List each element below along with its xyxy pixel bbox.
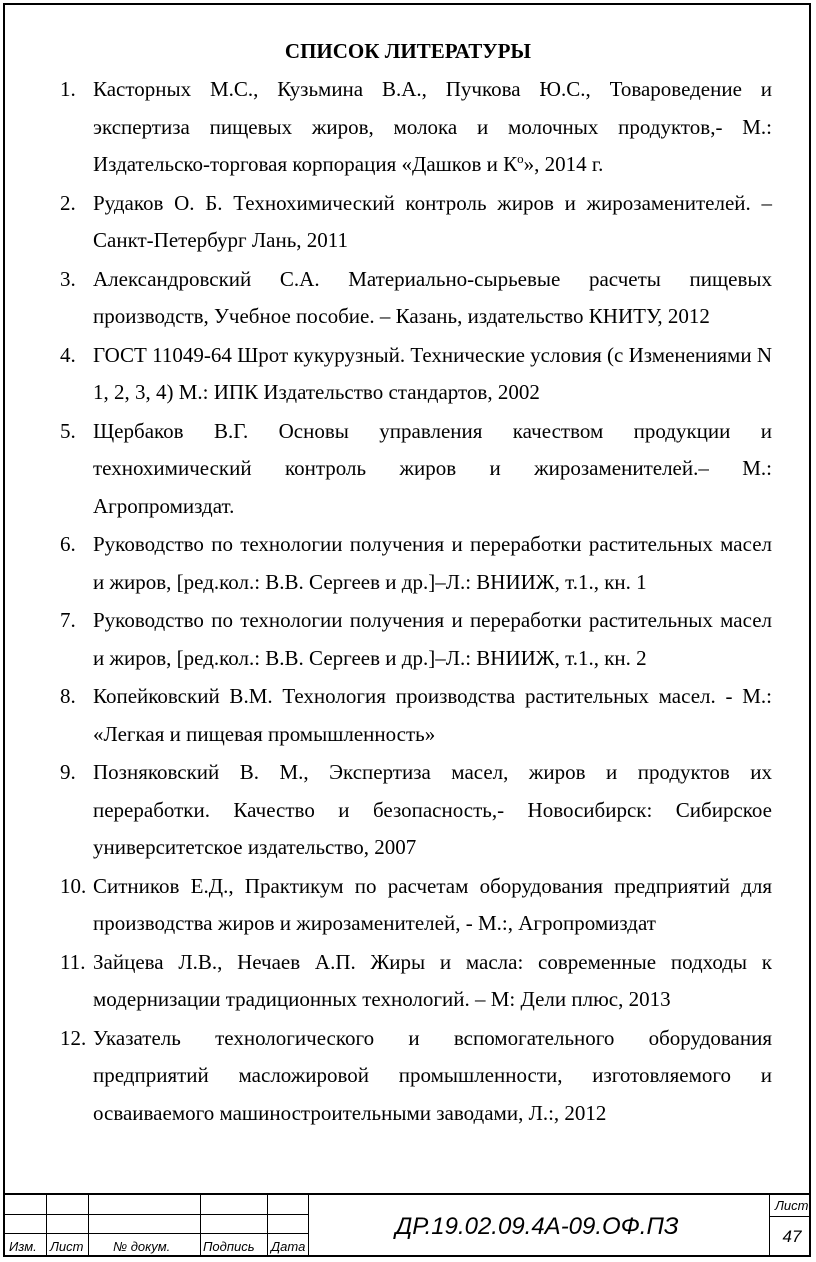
reference-number: 8. [60,684,76,708]
reference-number: 5. [60,418,76,443]
reference-text-main: Руководство по технологии получения и переработки растительных масел и жиров, [ред.кол.: В.В. Сергеев и др.]–Л.: ВНИИЖ, т.1., кн. 1 [93,532,772,594]
reference-item [60,754,772,867]
reference-number: 6. [60,532,76,556]
reference-text [93,944,772,1019]
sheet-label: Лист [775,1198,809,1213]
document-number: ДР.19.02.09.4А-09.ОФ.ПЗ [395,1213,679,1240]
reference-number: 12. [60,1025,87,1050]
reference-text-tail: », 2014 г. [523,152,604,176]
reference-text-main: ГОСТ 11049-64 Шрот кукурузный. Технические условия (с Изменениями N 1, 2, 3, 4) М.: ИПК Издательство стандартов, 2002 [93,342,772,404]
reference-text [93,185,772,260]
reference-text [93,602,772,677]
reference-item [60,526,772,601]
reference-superscript: о [517,151,524,166]
reference-text [93,754,772,867]
stamp-label-podpis: Подпись [203,1239,255,1254]
reference-text [93,678,772,753]
reference-number: 2. [60,190,76,215]
reference-text [93,261,772,336]
reference-number: 11. [60,949,86,974]
reference-text [93,337,772,412]
reference-number: 3. [60,266,76,291]
stamp-label-dokum: № докум. [113,1239,171,1254]
reference-list [60,71,772,1133]
reference-item [60,944,772,1019]
reference-text [93,868,772,943]
reference-text [93,1020,772,1133]
reference-item [60,71,772,184]
stamp-label-izm: Изм. [9,1239,37,1254]
reference-text [93,413,772,526]
stamp-label-list: Лист [50,1239,84,1254]
page-title: СПИСОК ЛИТЕРАТУРЫ [284,39,532,63]
reference-text [93,526,772,601]
reference-text-main: Щербаков В.Г. Основы управления качеством продукции и технохимический контроль жиров и жирозаменителей.– М.: Агропромиздат. [93,418,772,518]
reference-text [93,71,772,184]
reference-text-main: Александровский С.А. Материально-сырьевые расчеты пищевых производств, Учебное пособие. – Казань, издательство КНИТУ, 2012 [93,266,772,328]
reference-item [60,1020,772,1133]
reference-item [60,185,772,260]
title-block [3,1193,811,1257]
reference-number: 10. [60,873,87,898]
reference-text-main: Указатель технологического и вспомогательного оборудования предприятий масложировой промышленности, изготовляемого и осваиваемого машиностроительными заводами, Л.:, 2012 [93,1025,772,1125]
reference-number: 1. [60,77,76,101]
reference-text-main: Зайцева Л.В., Нечаев А.П. Жиры и масла: современные подходы к модернизации традиционных технологий. – М: Дели плюс, 2013 [93,949,772,1011]
reference-item [60,337,772,412]
reference-text-main: Рудаков О. Б. Технохимический контроль жиров и жирозаменителей. – Санкт-Петербург Лань, 2011 [93,190,772,252]
reference-item [60,678,772,753]
sheet-number: 47 [782,1227,802,1246]
reference-text-main: Руководство по технологии получения и переработки растительных масел и жиров, [ред.кол.: В.В. Сергеев и др.]–Л.: ВНИИЖ, т.1., кн. 2 [93,608,772,670]
reference-item [60,413,772,526]
reference-number: 4. [60,342,76,367]
reference-item [60,868,772,943]
reference-item [60,602,772,677]
reference-number: 9. [60,760,76,784]
reference-text-main: Ситников Е.Д., Практикум по расчетам оборудования предприятий для производства жиров и жирозаменителей, - М.:, Агропромиздат [93,873,772,935]
stamp-label-data: Дата [271,1239,306,1254]
reference-text-main: Касторных М.С., Кузьмина В.А., Пучкова Ю.С., Товароведение и экспертиза пищевых жиров, молока и молочных продуктов,- М.: Издательско-торговая корпорация «Дашков и К [93,77,772,176]
reference-text-main: Позняковский В. М., Экспертиза масел, жиров и продуктов их переработки. Качество и безопасность,- Новосибирск: Сибирское университетское издательство, 2007 [93,760,772,859]
reference-text-main: Копейковский В.М. Технология производства растительных масел. - М.: «Легкая и пищевая промышленность» [93,684,772,746]
reference-number: 7. [60,608,76,632]
reference-item [60,261,772,336]
